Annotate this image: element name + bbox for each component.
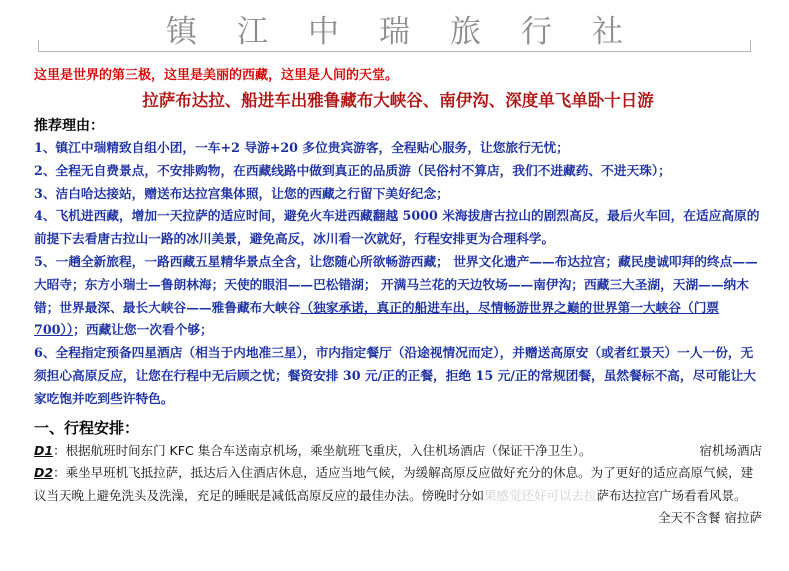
reasons-list bbox=[34, 137, 762, 411]
day-1-tag: D1 bbox=[34, 442, 54, 458]
document-body bbox=[34, 64, 762, 530]
itinerary-heading: 一、行程安排： bbox=[34, 418, 140, 437]
reason-6: 6、全程指定预备四星酒店（相当于内地准三星），市内指定餐厅（沿途视情况而定），并赠送高原安（或者红景天）一人一份，无须担心高原反应，让您在行程中无后顾之忧；餐资安排 30 元/正的正餐，拒绝 15 元/正的常规团餐，虽然餐标不高，尽可能让大家吃饱并吃到些许特色。 bbox=[34, 345, 756, 406]
itinerary-list bbox=[34, 440, 762, 526]
reason-2: 2、全程无自费景点，不安排购物，在西藏线路中做到真正的品质游（民俗村不算店，我们不进藏药、不进天珠）； bbox=[34, 162, 671, 178]
itinerary-day-2 bbox=[34, 462, 762, 526]
day-2-tag: D2 bbox=[34, 465, 54, 481]
day-2-faded-text: 果感觉还好可以去拉 bbox=[484, 487, 597, 503]
itinerary-day-1 bbox=[34, 440, 762, 463]
reasons-heading: 推荐理由： bbox=[34, 118, 104, 134]
reason-4: 4、飞机进西藏，增加一天拉萨的适应时间，避免火车进西藏翻越 5000 米海拔唐古拉山的剧烈高反，最后火车回，在适应高原的前提下去看唐古拉山一路的冰川美景，避免高反，冰川看一次就好，行程安排更为合理科学。 bbox=[34, 208, 760, 247]
day-1-hotel: 宿机场酒店 bbox=[699, 442, 762, 458]
day-2-text: ：乘坐早班机飞抵拉萨，抵达后入住酒店休息，适应当地气候，为缓解高原反应做好充分的休息。为了更好的适应高原气候，建议当天晚上避免洗头及洗澡，充足的睡眠是减低高原反应的最佳办法。傍晚时分如果感觉还好可以去拉萨布达拉宫广场看看风景。 bbox=[34, 465, 754, 503]
slogan: 这里是世界的第三极，这里是美丽的西藏，这里是人间的天堂。 bbox=[34, 68, 399, 83]
agency-title: 镇江中瑞旅行社 bbox=[166, 14, 663, 50]
day-1-text: ：根据航班时间东门 KFC 集合车送南京机场，乘坐航班飞重庆，入住机场酒店（保证干净卫生）。 bbox=[53, 442, 592, 458]
reason-5-highlight: （独家承诺，真正的船进车出，尽情畅游世界之巅的世界第一大峡谷（门票700）） bbox=[34, 299, 720, 338]
header-divider bbox=[38, 51, 751, 52]
page-header bbox=[0, 0, 789, 62]
reason-3: 3、洁白哈达接站，赠送布达拉宫集体照，让您的西藏之行留下美好纪念； bbox=[34, 185, 449, 201]
reason-1: 1、镇江中瑞精致自组小团，一车+2 导游+20 多位贵宾游客，全程贴心服务，让您旅行无忧； bbox=[34, 140, 569, 155]
tour-title: 拉萨布达拉、船进车出雅鲁藏布大峡谷、南伊沟、深度单飞单卧十日游 bbox=[142, 91, 654, 110]
day-2-meal-hotel: 全天不含餐 宿拉萨 bbox=[658, 510, 762, 526]
reason-5: 5、一趟全新旅程，一路西藏五星精华景点全含，让您随心所欲畅游西藏； 世界文化遗产——布达拉宫；藏民虔诚叩拜的终点——大昭寺；东方小瑞士—鲁朗林海；天使的眼泪——巴松错湖； 开满马兰花的天边牧场——南伊沟；西藏三大圣湖，天湖——纳木错；世界最深、最长大峡谷——雅鲁藏布大峡谷（独家承诺，真正的船进车出，尽情畅游世界之巅的世界第一大峡谷（门票700））；西藏让您一次看个够； bbox=[34, 253, 758, 338]
